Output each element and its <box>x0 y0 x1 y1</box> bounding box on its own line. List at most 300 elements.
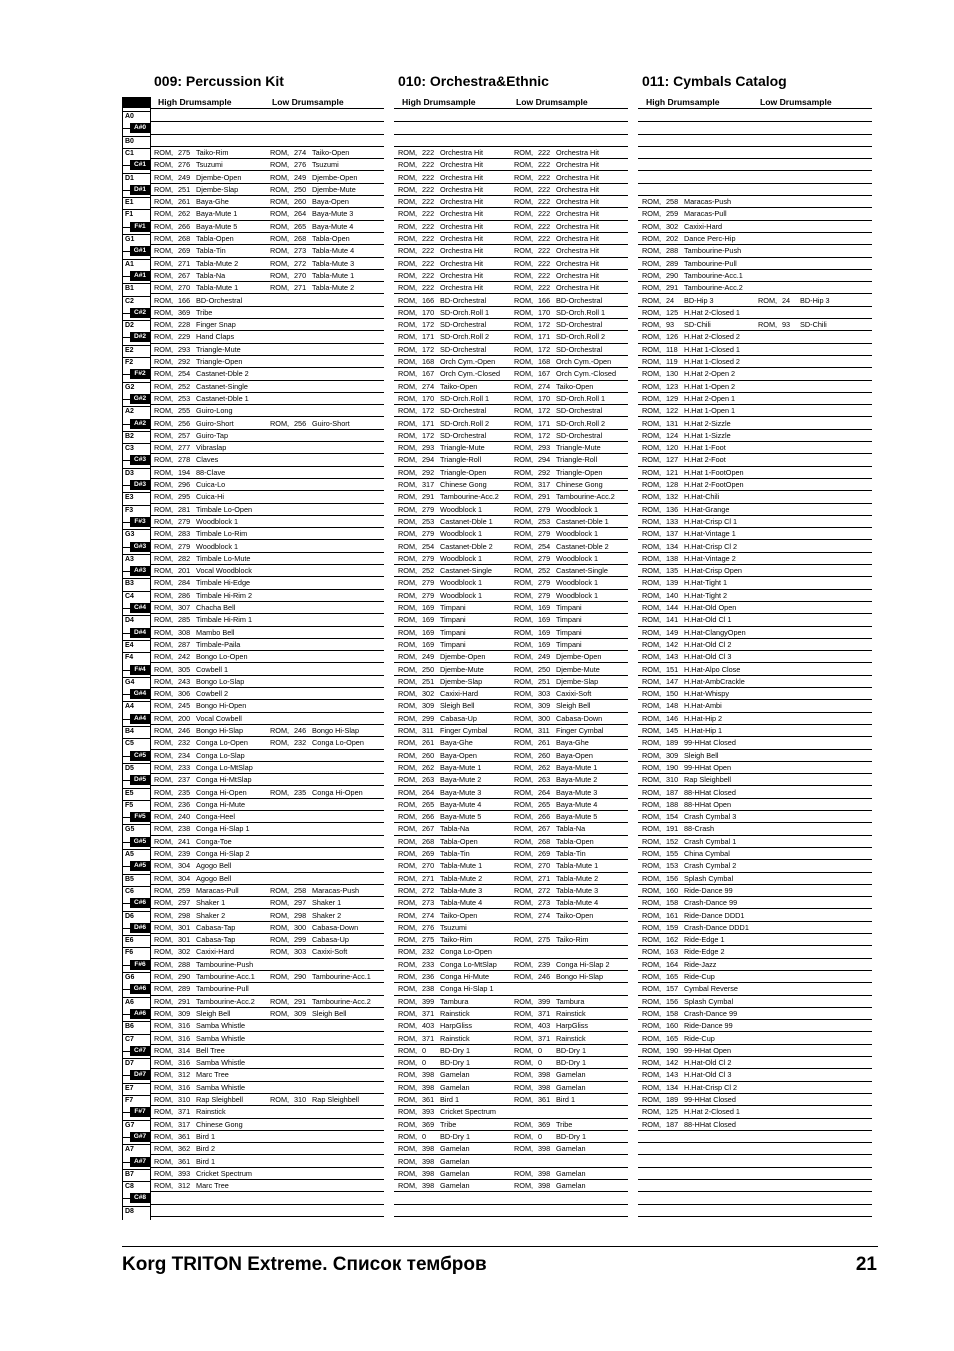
low-drumsample-cell: ROM, 371 Rainstick <box>514 1033 586 1043</box>
high-drumsample-cell: ROM, 292 Triangle-Open <box>154 357 243 366</box>
high-drumsample-cell: ROM, 263 Baya-Mute 2 <box>398 775 482 785</box>
low-drumsample-cell: ROM, 93 SD-Chili <box>758 320 827 330</box>
table-row <box>638 135 872 147</box>
low-drumsample-cell: ROM, 371 Rainstick <box>514 1008 586 1018</box>
key-f1 <box>123 209 150 221</box>
low-drumsample-cell: ROM, 222 Orchestra Hit <box>514 172 599 182</box>
high-drumsample-cell: ROM, 146 H.Hat-Hip 2 <box>642 713 723 723</box>
key-fsharp5 <box>123 812 150 824</box>
white-key-label: F5 <box>125 801 134 809</box>
table-row <box>150 639 384 651</box>
low-drumsample-cell: ROM, 251 Djembe-Slap <box>514 676 599 686</box>
low-drumsample-cell: ROM, 279 Woodblock 1 <box>514 578 599 588</box>
high-drumsample-cell: ROM, 239 Conga Hi-Slap 2 <box>154 849 250 858</box>
high-drumsample-cell: ROM, 145 H.Hat-Hip 1 <box>642 726 723 735</box>
high-drumsample-cell: ROM, 236 Conga Hi-Mute <box>154 799 246 809</box>
white-key-label: E3 <box>125 494 134 502</box>
table-row <box>638 1106 872 1118</box>
high-drumsample-cell: ROM, 288 Tambourine-Push <box>154 959 254 969</box>
low-drumsample-cell: ROM, 235 Conga Hi-Open <box>270 787 363 797</box>
key-asharp3 <box>123 566 150 578</box>
key-b0 <box>123 136 150 148</box>
table-row <box>638 1192 872 1204</box>
key-gsharp7 <box>123 1132 150 1144</box>
low-drumsample-cell: ROM, 166 BD-Orchestral <box>514 295 603 305</box>
table-row <box>394 159 628 171</box>
high-drumsample-cell: ROM, 128 H.Hat 2-FootOpen <box>642 480 744 489</box>
high-drumsample-cell: ROM, 149 H.Hat-ClangyOpen <box>642 627 746 637</box>
high-drumsample-cell: ROM, 279 Woodblock 1 <box>398 590 483 600</box>
white-key-label: C7 <box>125 1035 134 1043</box>
white-key-label: G6 <box>125 974 135 981</box>
table-row <box>150 811 384 823</box>
high-drumsample-cell: ROM, 172 SD-Orchestral <box>398 320 487 330</box>
low-drumsample-cell: ROM, 260 Baya-Open <box>514 750 593 760</box>
table-row <box>150 614 384 626</box>
table-row <box>394 614 628 626</box>
table-row <box>638 725 872 737</box>
table-row <box>394 196 628 208</box>
high-drumsample-cell: ROM, 279 Woodblock 1 <box>154 541 239 551</box>
white-key-label: E2 <box>125 346 134 354</box>
low-drumsample-cell: ROM, 249 Djembe-Open <box>270 172 358 182</box>
black-key-label: A#4 <box>130 714 150 724</box>
table-row <box>638 1069 872 1081</box>
key-csharp6 <box>123 898 150 910</box>
black-key-label: C#4 <box>130 603 150 613</box>
low-drumsample-cell: ROM, 265 Baya-Mute 4 <box>270 221 354 231</box>
low-drumsample-cell: ROM, 0 BD-Dry 1 <box>514 1045 586 1055</box>
table-row <box>638 910 872 922</box>
table-row <box>638 897 872 909</box>
low-drumsample-cell: ROM, 270 Tabla-Mute 1 <box>514 861 599 871</box>
white-key-label: F1 <box>125 211 134 219</box>
low-drumsample-cell: ROM, 317 Chinese Gong <box>514 480 603 489</box>
low-drumsample-cell: ROM, 169 Timpani <box>514 615 582 625</box>
high-drumsample-cell: ROM, 156 Splash Cymbal <box>642 996 734 1006</box>
table-row <box>394 491 628 503</box>
key-a0 <box>123 111 150 123</box>
high-drumsample-cell: ROM, 190 99-HHat Open <box>642 1045 732 1055</box>
table-row <box>394 922 628 934</box>
table-row <box>394 700 628 712</box>
low-drumsample-cell: ROM, 279 Woodblock 1 <box>514 590 599 600</box>
high-drumsample-cell: ROM, 289 Tambourine-Pull <box>154 984 249 994</box>
table-row <box>638 737 872 749</box>
table-row <box>638 1020 872 1032</box>
black-key-label: C#7 <box>130 1046 150 1056</box>
black-key-label: C#6 <box>130 898 150 908</box>
white-key-label: B2 <box>125 432 134 440</box>
high-drumsample-cell: ROM, 222 Orchestra Hit <box>398 147 483 157</box>
table-row <box>638 664 872 676</box>
table-row <box>394 528 628 540</box>
high-drumsample-cell: ROM, 143 H.Hat-Old Cl 3 <box>642 1070 732 1080</box>
black-key-label: C#8 <box>130 1193 150 1203</box>
white-key-label: C4 <box>125 592 134 600</box>
table-row <box>150 1131 384 1143</box>
white-key-label: D4 <box>125 617 134 625</box>
white-key-label: F4 <box>125 654 134 662</box>
high-drumsample-cell: ROM, 267 Tabla-Na <box>154 270 226 280</box>
key-d4 <box>123 615 150 627</box>
low-drumsample-cell: ROM, 172 SD-Orchestral <box>514 430 603 440</box>
table-row <box>150 541 384 553</box>
high-drumsample-cell: ROM, 316 Samba Whistle <box>154 1058 246 1068</box>
table-row <box>638 381 872 393</box>
low-drumsample-cell: ROM, 222 Orchestra Hit <box>514 160 599 170</box>
high-drumsample-cell: ROM, 294 Triangle-Roll <box>398 455 482 465</box>
low-drumsample-cell: ROM, 279 Woodblock 1 <box>514 553 599 563</box>
high-drumsample-cell: ROM, 189 99-HHat Closed <box>642 738 736 748</box>
high-drumsample-cell: ROM, 312 Marc Tree <box>154 1070 229 1080</box>
high-drumsample-cell: ROM, 398 Gamelan <box>398 1181 470 1191</box>
high-drumsample-cell: ROM, 169 Timpani <box>398 615 466 625</box>
key-a3 <box>123 554 150 566</box>
low-drumsample-cell: ROM, 294 Triangle-Roll <box>514 455 598 465</box>
high-drumsample-cell: ROM, 251 Djembe-Slap <box>398 676 483 686</box>
high-drumsample-cell: ROM, 165 Ride-Cup <box>642 1033 715 1043</box>
key-gsharp4 <box>123 689 150 701</box>
high-drumsample-cell: ROM, 267 Tabla-Na <box>398 824 470 834</box>
black-key-label: F#4 <box>130 665 150 675</box>
high-drumsample-cell: ROM, 285 Timbale Hi-Rim 1 <box>154 615 253 625</box>
white-key-label: D2 <box>125 322 134 330</box>
high-drumsample-cell: ROM, 255 Guiro-Long <box>154 406 233 416</box>
low-drumsample-cell: ROM, 309 Sleigh Bell <box>270 1008 347 1018</box>
low-drumsample-cell: ROM, 250 Djembe-Mute <box>270 184 356 194</box>
low-drumsample-cell: ROM, 265 Baya-Mute 4 <box>514 799 598 809</box>
high-drumsample-cell: ROM, 190 99-HHat Open <box>642 762 732 772</box>
low-drumsample-cell: ROM, 24 BD-Hip 3 <box>758 295 830 305</box>
low-drumsample-cell: ROM, 170 SD-Orch.Roll 1 <box>514 307 606 317</box>
key-g3 <box>123 529 150 541</box>
key-a4 <box>123 701 150 713</box>
keyboard-column <box>122 97 151 1220</box>
table-row <box>638 110 872 122</box>
table-row <box>150 1069 384 1081</box>
key-d8 <box>123 1206 150 1218</box>
low-drumsample-cell: ROM, 369 Tribe <box>514 1119 573 1129</box>
table-row <box>638 971 872 983</box>
high-drumsample-cell: ROM, 222 Orchestra Hit <box>398 270 483 280</box>
high-drumsample-cell: ROM, 251 Djembe-Slap <box>154 184 239 194</box>
high-drumsample-cell: ROM, 310 Rap Sleighbell <box>642 775 732 785</box>
high-drumsample-cell: ROM, 125 H.Hat 2-Closed 1 <box>642 1107 740 1117</box>
high-drumsample-cell: ROM, 269 Tabla-Tin <box>398 849 470 858</box>
table-row <box>150 122 384 134</box>
high-drumsample-cell: ROM, 119 H.Hat 1-Closed 2 <box>642 357 740 366</box>
high-drumsample-cell: ROM, 279 Woodblock 1 <box>398 529 483 539</box>
high-drumsample-cell: ROM, 291 Tambourine-Acc.2 <box>398 492 499 502</box>
black-key-label: G#5 <box>130 837 150 847</box>
high-drumsample-cell: ROM, 169 Timpani <box>398 639 466 649</box>
kit-title: 010: Orchestra&Ethnic <box>398 73 549 89</box>
table-row <box>150 528 384 540</box>
high-drumsample-cell: ROM, 256 Guiro-Short <box>154 418 234 428</box>
table-row <box>638 307 872 319</box>
table-row <box>638 258 872 270</box>
table-row <box>150 430 384 442</box>
table-row <box>150 848 384 860</box>
table-row <box>394 602 628 614</box>
high-drumsample-cell: ROM, 228 Finger Snap <box>154 320 236 330</box>
high-drumsample-cell: ROM, 290 Tambourine-Acc.1 <box>154 972 255 981</box>
table-row <box>394 270 628 282</box>
high-drumsample-cell: ROM, 398 Gamelan <box>398 1144 470 1154</box>
table-row <box>150 147 384 159</box>
key-fsharp6 <box>123 960 150 972</box>
high-drumsample-cell: ROM, 201 Vocal Woodblock <box>154 566 252 576</box>
high-drumsample-cell: ROM, 293 Triangle-Mute <box>398 443 485 453</box>
low-drumsample-cell: ROM, 268 Tabla-Open <box>270 234 350 243</box>
low-drumsample-cell: ROM, 167 Orch Cym.-Closed <box>514 369 617 379</box>
high-drumsample-cell: ROM, 361 Bird 1 <box>154 1156 216 1166</box>
key-fsharp4 <box>123 665 150 677</box>
high-drumsample-cell: ROM, 166 BD-Orchestral <box>154 295 243 305</box>
white-key-label: F7 <box>125 1097 134 1104</box>
high-drumsample-cell: ROM, 240 Conga-Heel <box>154 812 235 822</box>
white-key-label: E5 <box>125 789 134 797</box>
low-drumsample-cell: ROM, 239 Conga Hi-Slap 2 <box>514 959 610 969</box>
key-csharp5 <box>123 751 150 763</box>
high-drumsample-cell: ROM, 314 Bell Tree <box>154 1045 225 1055</box>
table-row <box>394 627 628 639</box>
keyboard-top-bar <box>123 98 150 108</box>
black-key-label: A#6 <box>130 1009 150 1019</box>
table-row <box>150 774 384 786</box>
black-key-label: F#6 <box>130 960 150 970</box>
table-row <box>150 442 384 454</box>
high-drumsample-cell: ROM, 259 Maracas-Pull <box>642 209 727 219</box>
high-drumsample-cell: ROM, 236 Conga Hi-Mute <box>398 972 490 981</box>
low-drumsample-cell: ROM, 398 Gamelan <box>514 1168 586 1178</box>
table-row <box>150 787 384 799</box>
key-gsharp3 <box>123 542 150 554</box>
high-drumsample-cell: ROM, 125 H.Hat 2-Closed 1 <box>642 307 740 317</box>
high-drumsample-cell: ROM, 169 Timpani <box>398 603 466 612</box>
white-key-label: A7 <box>125 1146 134 1154</box>
high-drumsample-cell: ROM, 312 Marc Tree <box>154 1181 229 1191</box>
table-row <box>394 1045 628 1057</box>
high-drumsample-header: High Drumsample <box>646 97 720 107</box>
high-drumsample-cell: ROM, 0 BD-Dry 1 <box>398 1045 470 1055</box>
high-drumsample-cell: ROM, 291 Tambourine-Acc.2 <box>642 283 743 293</box>
key-g7 <box>123 1120 150 1132</box>
key-a5 <box>123 849 150 861</box>
table-row <box>150 196 384 208</box>
table-row <box>150 479 384 491</box>
low-drumsample-cell: ROM, 222 Orchestra Hit <box>514 270 599 280</box>
table-row <box>150 983 384 995</box>
low-drumsample-cell: ROM, 272 Tabla-Mute 3 <box>270 258 355 268</box>
high-drumsample-cell: ROM, 126 H.Hat 2-Closed 2 <box>642 332 740 342</box>
key-e2 <box>123 345 150 357</box>
white-key-label: G4 <box>125 678 135 686</box>
table-row <box>394 208 628 220</box>
table-row <box>150 873 384 885</box>
high-drumsample-cell: ROM, 127 H.Hat 2-Foot <box>642 455 726 465</box>
table-row <box>150 245 384 257</box>
key-asharp0 <box>123 123 150 135</box>
high-drumsample-cell: ROM, 302 Caxixi-Hard <box>154 947 235 957</box>
key-f5 <box>123 800 150 812</box>
table-row <box>638 1033 872 1045</box>
high-drumsample-cell: ROM, 271 Tabla-Mute 2 <box>154 258 239 268</box>
table-row <box>638 196 872 208</box>
table-row <box>150 627 384 639</box>
low-drumsample-cell: ROM, 256 Guiro-Short <box>270 418 350 428</box>
key-fsharp1 <box>123 222 150 234</box>
table-row <box>638 614 872 626</box>
table-row <box>394 258 628 270</box>
high-drumsample-cell: ROM, 250 Djembe-Mute <box>398 664 484 674</box>
high-drumsample-cell: ROM, 308 Mambo Bell <box>154 627 235 637</box>
table-row <box>638 787 872 799</box>
table-row <box>638 282 872 294</box>
white-key-label: A1 <box>125 260 134 268</box>
table-row <box>394 799 628 811</box>
table-row <box>150 565 384 577</box>
black-key-label: C#5 <box>130 751 150 761</box>
key-c4 <box>123 591 150 603</box>
key-c3 <box>123 443 150 455</box>
high-drumsample-cell: ROM, 139 H.Hat-Tight 1 <box>642 578 728 588</box>
table-row <box>394 147 628 159</box>
key-dsharp2 <box>123 332 150 344</box>
high-drumsample-cell: ROM, 307 Chacha Bell <box>154 603 236 612</box>
table-row <box>638 504 872 516</box>
table-row <box>638 467 872 479</box>
key-dsharp7 <box>123 1070 150 1082</box>
table-row <box>638 565 872 577</box>
low-drumsample-cell: ROM, 0 BD-Dry 1 <box>514 1131 586 1141</box>
low-drumsample-cell: ROM, 270 Tabla-Mute 1 <box>270 270 355 280</box>
table-row <box>638 676 872 688</box>
high-drumsample-cell: ROM, 222 Orchestra Hit <box>398 184 483 194</box>
table-row <box>150 996 384 1008</box>
key-e3 <box>123 492 150 504</box>
high-drumsample-cell: ROM, 232 Conga Lo-Open <box>154 738 248 748</box>
high-drumsample-cell: ROM, 243 Bongo Lo-Slap <box>154 676 245 686</box>
high-drumsample-cell: ROM, 398 Gamelan <box>398 1070 470 1080</box>
table-row <box>394 1057 628 1069</box>
high-drumsample-cell: ROM, 262 Baya-Mute 1 <box>154 209 238 219</box>
key-a2 <box>123 406 150 418</box>
key-b4 <box>123 726 150 738</box>
low-drumsample-cell: ROM, 263 Baya-Mute 2 <box>514 775 598 785</box>
high-drumsample-cell: ROM, 309 Sleigh Bell <box>154 1008 231 1018</box>
high-drumsample-cell: ROM, 273 Tabla-Mute 4 <box>398 898 483 908</box>
table-row <box>638 1143 872 1155</box>
table-row <box>150 282 384 294</box>
key-g5 <box>123 824 150 836</box>
low-drumsample-cell: ROM, 398 Gamelan <box>514 1144 586 1154</box>
high-drumsample-cell: ROM, 299 Cabasa-Up <box>398 713 477 723</box>
black-key-label: G#7 <box>130 1132 150 1142</box>
table-row <box>150 1119 384 1131</box>
low-drumsample-cell: ROM, 172 SD-Orchestral <box>514 320 603 330</box>
table-row <box>394 356 628 368</box>
high-drumsample-cell: ROM, 222 Orchestra Hit <box>398 160 483 170</box>
table-row <box>638 836 872 848</box>
high-drumsample-cell: ROM, 167 Orch Cym.-Closed <box>398 369 501 379</box>
high-drumsample-cell: ROM, 260 Baya-Open <box>398 750 477 760</box>
table-row <box>638 1168 872 1180</box>
low-drumsample-cell: ROM, 290 Tambourine-Acc.1 <box>270 972 371 981</box>
low-drumsample-cell: ROM, 253 Castanet-Dble 1 <box>514 516 609 526</box>
high-drumsample-cell: ROM, 297 Shaker 1 <box>154 898 226 908</box>
black-key-label: F#3 <box>130 517 150 527</box>
high-drumsample-cell: ROM, 187 88-HHat Closed <box>642 787 736 797</box>
table-row <box>638 1082 872 1094</box>
low-drumsample-cell: ROM, 250 Djembe-Mute <box>514 664 600 674</box>
table-row <box>150 110 384 122</box>
table-row <box>638 1094 872 1106</box>
kit-title: 011: Cymbals Catalog <box>642 73 787 89</box>
high-drumsample-cell: ROM, 24 BD-Hip 3 <box>642 295 714 305</box>
key-csharp3 <box>123 455 150 467</box>
table-row <box>150 688 384 700</box>
table-row <box>150 971 384 983</box>
table-row <box>150 258 384 270</box>
table-row <box>150 454 384 466</box>
white-key-label: G7 <box>125 1121 135 1129</box>
table-row <box>150 208 384 220</box>
high-drumsample-cell: ROM, 172 SD-Orchestral <box>398 406 487 416</box>
table-row <box>638 823 872 835</box>
high-drumsample-cell: ROM, 264 Baya-Mute 3 <box>398 787 482 797</box>
black-key-label: A#0 <box>130 123 150 133</box>
key-gsharp5 <box>123 837 150 849</box>
table-row <box>638 996 872 1008</box>
high-drumsample-cell: ROM, 281 Timbale Lo-Open <box>154 504 253 514</box>
table-row <box>394 811 628 823</box>
table-row <box>150 590 384 602</box>
high-drumsample-cell: ROM, 398 Gamelan <box>398 1156 470 1166</box>
high-drumsample-cell: ROM, 222 Orchestra Hit <box>398 197 483 207</box>
table-row <box>638 454 872 466</box>
table-row <box>638 713 872 725</box>
table-row <box>394 442 628 454</box>
low-drumsample-cell: ROM, 310 Rap Sleighbell <box>270 1095 360 1104</box>
key-fsharp7 <box>123 1107 150 1119</box>
low-drumsample-cell: ROM, 261 Baya-Ghe <box>514 738 589 748</box>
table-row <box>150 725 384 737</box>
high-drumsample-cell: ROM, 369 Tribe <box>154 307 213 317</box>
table-row <box>394 344 628 356</box>
high-drumsample-cell: ROM, 232 Conga Lo-Open <box>398 947 492 957</box>
high-drumsample-cell: ROM, 150 H.Hat-Whispy <box>642 689 730 699</box>
table-row <box>638 651 872 663</box>
table-row <box>394 762 628 774</box>
table-row <box>394 122 628 134</box>
header-rule <box>394 108 628 109</box>
high-drumsample-cell: ROM, 361 Bird 1 <box>154 1131 216 1141</box>
key-d6 <box>123 911 150 923</box>
key-dsharp5 <box>123 775 150 787</box>
high-drumsample-cell: ROM, 129 H.Hat 2-Open 1 <box>642 393 736 403</box>
table-row <box>638 295 872 307</box>
table-row <box>638 491 872 503</box>
high-drumsample-cell: ROM, 222 Orchestra Hit <box>398 283 483 293</box>
table-row <box>394 713 628 725</box>
table-row <box>394 479 628 491</box>
white-key-label: C1 <box>125 149 134 157</box>
table-row <box>638 799 872 811</box>
table-row <box>150 1020 384 1032</box>
table-row <box>638 147 872 159</box>
